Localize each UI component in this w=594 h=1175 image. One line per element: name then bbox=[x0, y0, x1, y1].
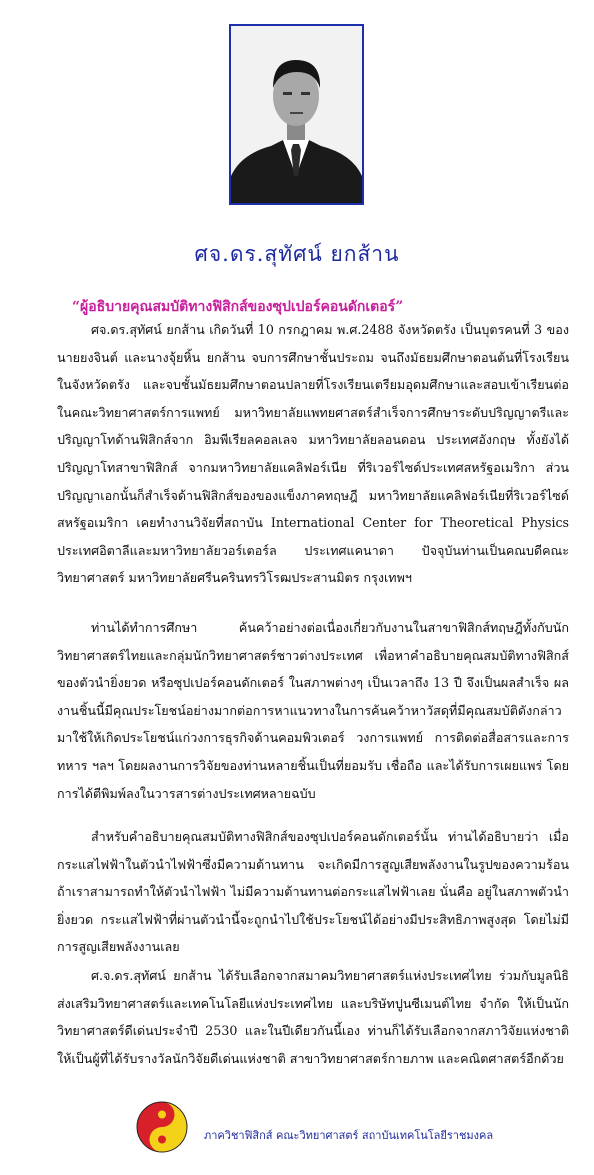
department-logo-icon bbox=[136, 1101, 188, 1153]
paragraph-text: ท่านได้ทำการศึกษา ค้นคว้าอย่างต่อเนื่องเกี่ยวกับงานในสาขาฟิสิกส์ทฤษฎีทั้งกับนักวิทยาศาสตร์ไทยและกลุ่มนักวิทยาศาสตร์ชาวต่างประเทศ เพื่อหาคำอธิบายคุณสมบัติทางฟิสิกส์ของตัวนำยิ่งยวด หรือซุปเปอร์คอนดักเตอร์ ในสภาพต่างๆ เป็นเวลาถึง 13 ปี จึงเป็นผลสำเร็จ ผลงานชิ้นนี้มีคุณประโยชน์อย่างมากต่อการหาแนวทางในการค้นคว้าหาวัสดุที่มีคุณสมบัติดังกล่าว มาใช้ให้เกิดประโยชน์แก่วงการธุรกิจด้านคอมพิวเตอร์ วงการแพทย์ การติดต่อสื่อสารและการทหาร ฯลฯ โดยผลงานการวิจัยของท่านหลายชิ้นเป็นที่ยอมรับ เชื่อถือ และได้รับการเผยแพร่ โดยการได้ตีพิมพ์ลงในวารสารต่างประเทศหลายฉบับ bbox=[57, 620, 569, 801]
paragraph-research bbox=[57, 614, 569, 807]
person-subtitle: “ผู้อธิบายคุณสมบัติทางฟิสิกส์ของซุปเปอร์คอนดักเตอร์” bbox=[72, 299, 404, 315]
paragraph-superconductor bbox=[57, 823, 569, 961]
person-name: ศจ.ดร.สุทัศน์ ยกส้าน bbox=[194, 242, 400, 266]
paragraph-text: ศ.จ.ดร.สุทัศน์ ยกส้าน ได้รับเลือกจากสมาคมวิทยาศาสตร์แห่งประเทศไทย ร่วมกับมูลนิธิส่งเสริมวิทยาศาสตร์และเทคโนโลยีแห่งประเทศไทย และบริษัทปูนซีเมนต์ไทย จำกัด ให้เป็นนักวิทยาศาสตร์ดีเด่นประจำปี 2530 และในปีเดียวกันนี้เอง ท่านก็ได้รับเลือกจากสภาวิจัยแห่งชาติให้เป็นผู้ที่ได้รับรางวัลนักวิจัยดีเด่นแห่งชาติ สาขาวิทยาศาสตร์กายภาพ และคณิตศาสตร์อีกด้วย bbox=[57, 968, 569, 1066]
footer-department: ภาควิชาฟิสิกส์ คณะวิทยาศาสตร์ สถาบันเทคโนโลยีราชมงคล bbox=[204, 1129, 494, 1142]
portrait-photo bbox=[229, 24, 364, 205]
paragraph-awards bbox=[57, 962, 569, 1072]
paragraph-text: สำหรับคำอธิบายคุณสมบัติทางฟิสิกส์ของซุปเปอร์คอนดักเตอร์นั้น ท่านได้อธิบายว่า เมื่อกระแสไฟฟ้าในตัวนำไฟฟ้าซึ่งมีความต้านทาน จะเกิดมีการสูญเสียพลังงานในรูปของความร้อน ถ้าเราสามารถทำให้ตัวนำไฟฟ้า ไม่มีความต้านทานต่อกระแสไฟฟ้าเลย นั่นคือ อยู่ในสภาพตัวนำยิ่งยวด กระแสไฟฟ้าที่ผ่านตัวนำนี้จะถูกนำไปใช้ประโยชน์ได้อย่างมีประสิทธิภาพสูงสุด โดยไม่มีการสูญเสียพลังงานเลย bbox=[57, 829, 569, 955]
paragraph-biography bbox=[57, 316, 569, 592]
paragraph-text: ศจ.ดร.สุทัศน์ ยกส้าน เกิดวันที่ 10 กรกฎาคม พ.ศ.2488 จังหวัดตรัง เป็นบุตรคนที่ 3 ของนายยงจินต์ และนางจุ้ยหิ้น ยกส้าน จบการศึกษาชั้นประถม จนถึงมัธยมศึกษาตอนต้นที่โรงเรียนในจังหวัดตรัง และจบชั้นมัธยมศึกษาตอนปลายที่โรงเรียนเตรียมอุดมศึกษาและสอบเข้าเรียนต่อในคณะวิทยาศาสตร์การแพทย์ มหาวิทยาลัยแพทยศาสตร์สำเร็จการศึกษาระดับปริญญาตรีและปริญญาโทด้านฟิสิกส์จาก อิมพีเรียลคอลเลจ มหาวิทยาลัยลอนดอน ประเทศอังกฤษ ทั้งยังได้ปริญญาโทสาขาฟิสิกส์ จากมหาวิทยาลัยแคลิฟอร์เนีย ที่ริเวอร์ไซด์ประเทศสหรัฐอเมริกา ส่วนปริญญาเอกนั้นก็สำเร็จด้านฟิสิกส์ของของแข็งภาคทฤษฎี มหาวิทยาลัยแคลิฟอร์เนียที่ริเวอร์ไซด์ สหรัฐอเมริกา เคยทำงานวิจัยที่สถาบัน International Center for Theoretical Physics ประเทศอิตาลีและมหาวิทยาลัยวอร์เตอร์ล ประเทศแคนาดา ปัจจุบันท่านเป็นคณบดีคณะวิทยาศาสตร์ มหาวิทยาลัยศรีนครินทรวิโรฒประสานมิตร กรุงเทพฯ bbox=[57, 322, 569, 586]
person-photo-icon bbox=[231, 26, 362, 203]
